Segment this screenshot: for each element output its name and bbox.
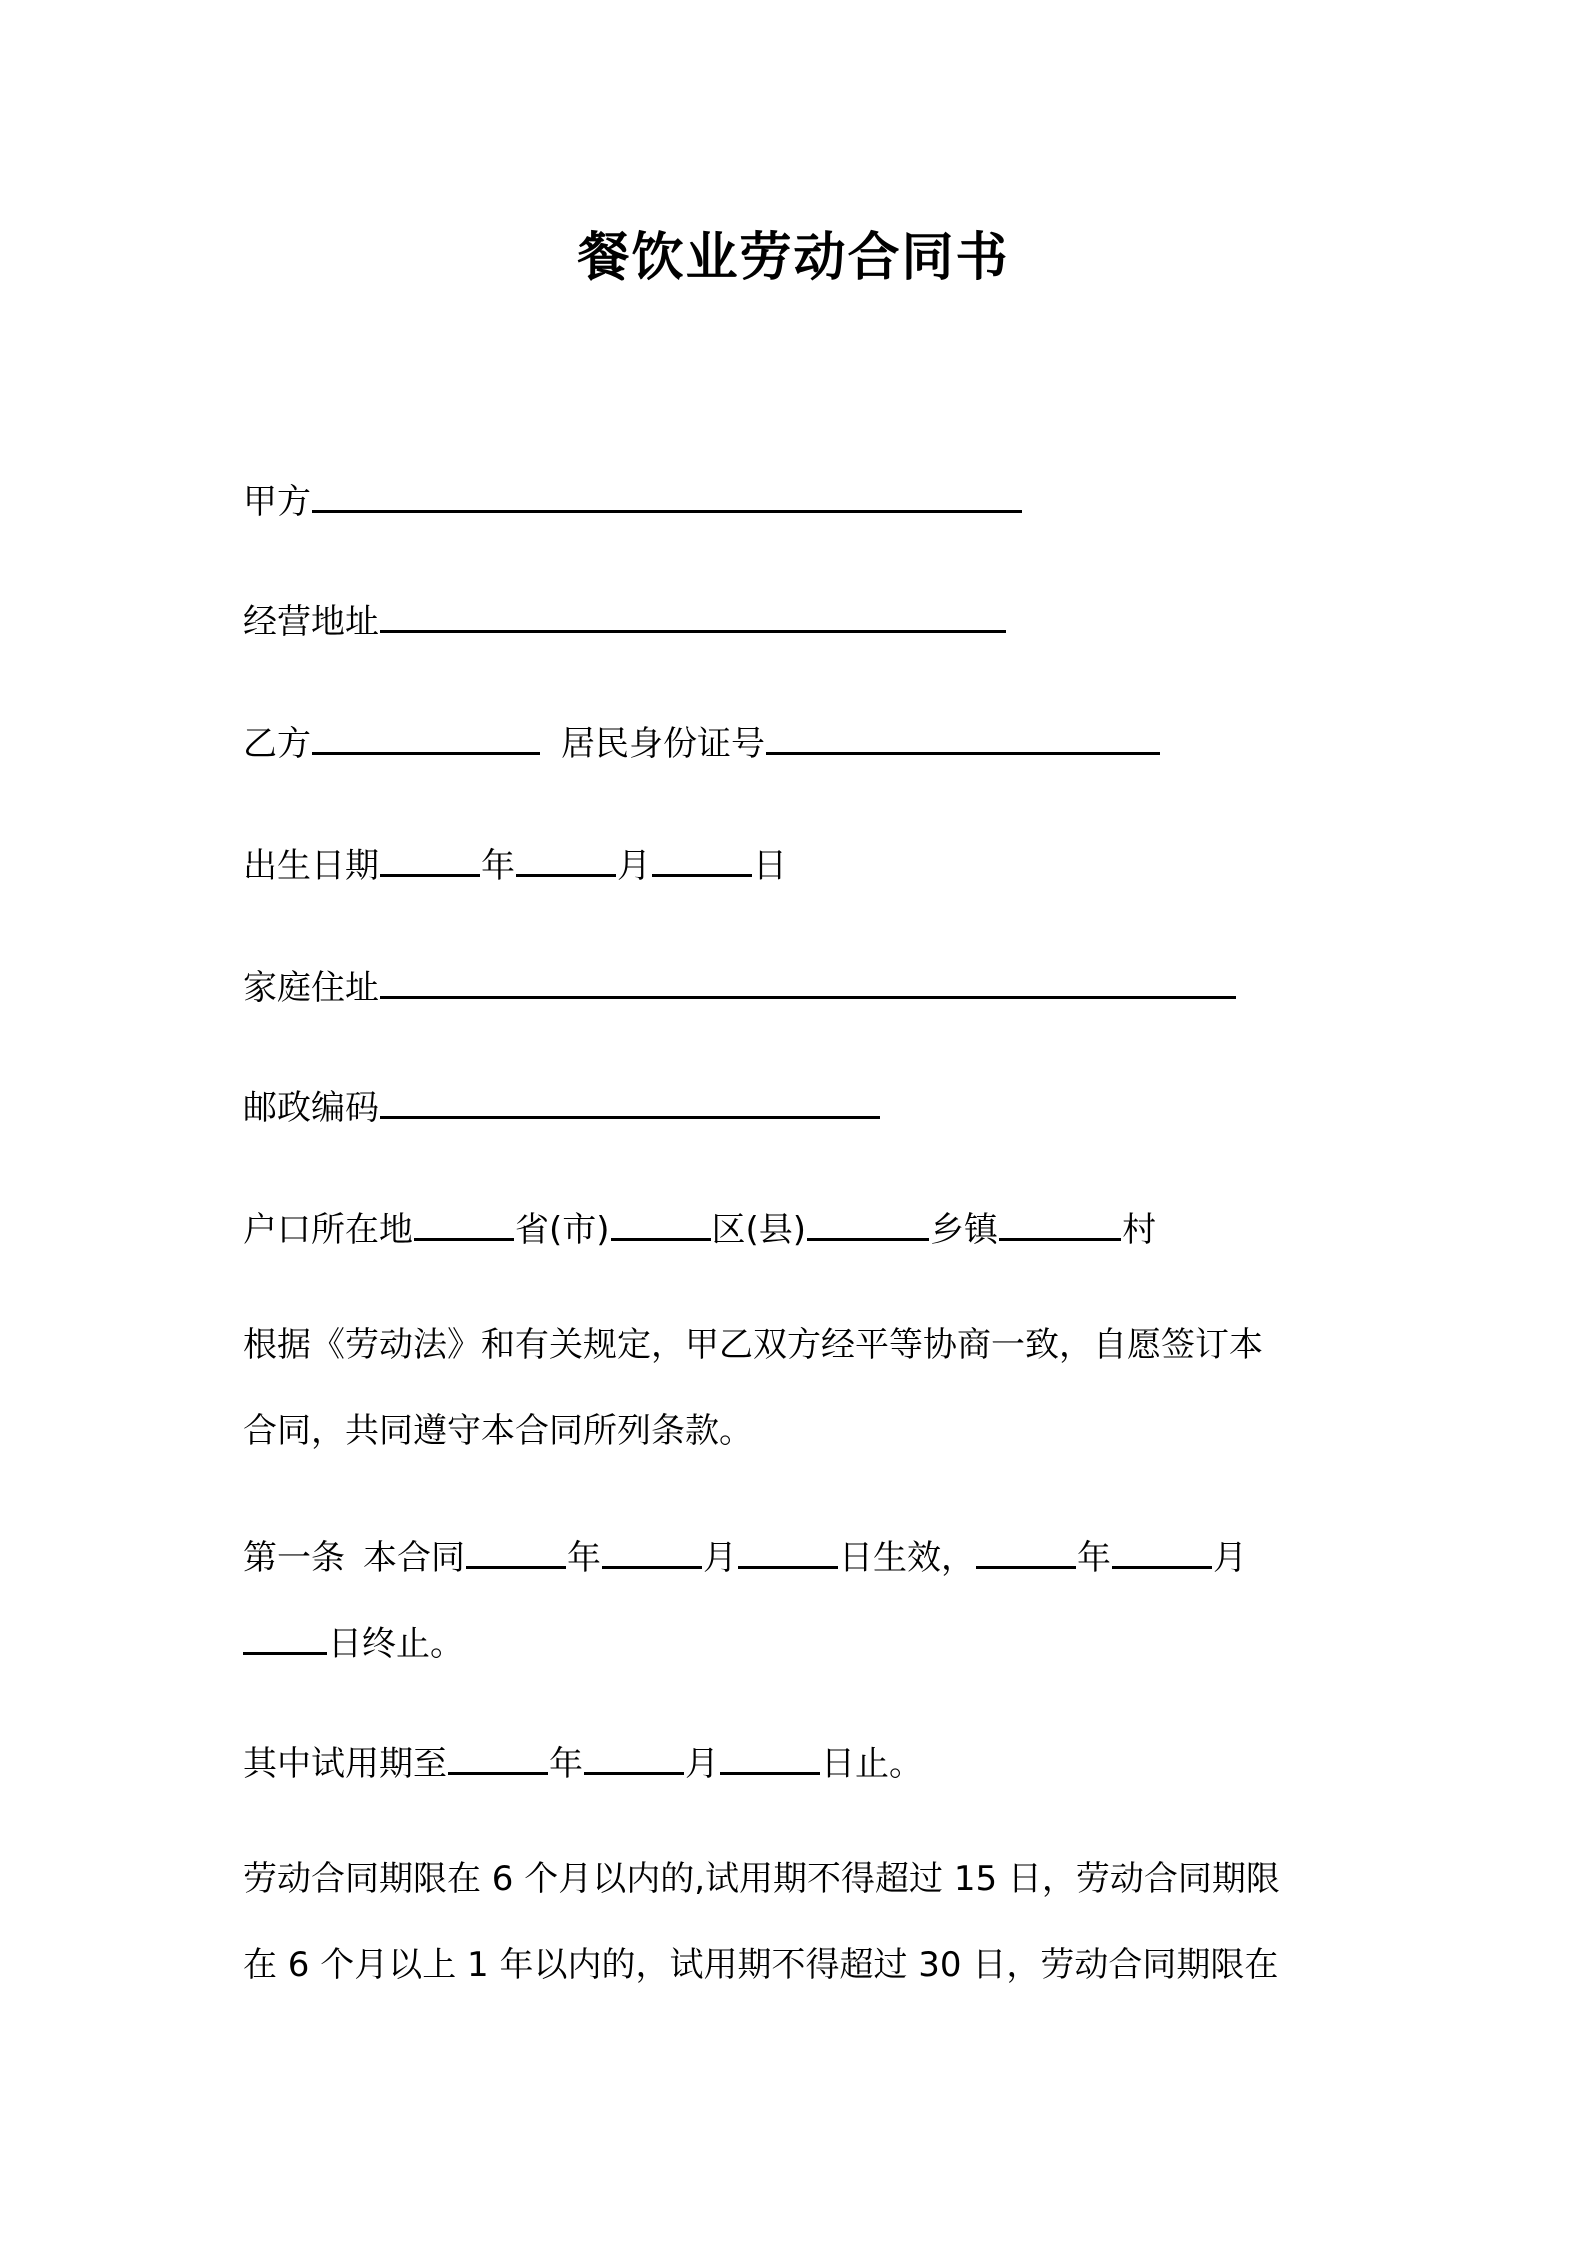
birth-date-line <box>243 834 787 891</box>
id-number-blank[interactable] <box>766 712 1160 755</box>
postal-code-blank[interactable] <box>380 1076 880 1119</box>
village-label: 村 <box>1122 1210 1157 1250</box>
home-address-blank[interactable] <box>380 956 1236 999</box>
probation-line <box>243 1732 923 1789</box>
village-blank[interactable] <box>999 1198 1121 1241</box>
township-label: 乡镇 <box>930 1210 999 1250</box>
household-label: 户口所在地 <box>243 1210 413 1250</box>
article-1-prefix: 本合同 <box>363 1538 465 1578</box>
article-1-effective: 日生效， <box>839 1538 975 1578</box>
postal-code-label: 邮政编码 <box>243 1088 379 1128</box>
start-month-unit: 月 <box>703 1538 737 1578</box>
birth-year-blank[interactable] <box>380 834 480 877</box>
party-a-line <box>243 470 1023 527</box>
article-1-end: 日终止。 <box>328 1624 464 1664</box>
start-month-blank[interactable] <box>602 1526 702 1569</box>
probation-month-blank[interactable] <box>584 1732 684 1775</box>
intro-line-1: 根据《劳动法》和有关规定，甲乙双方经平等协商一致，自愿签订本 <box>243 1325 1263 1365</box>
day-unit: 日 <box>753 846 787 886</box>
start-year-blank[interactable] <box>466 1526 566 1569</box>
end-month-unit: 月 <box>1213 1538 1247 1578</box>
address-label: 经营地址 <box>243 602 379 642</box>
month-unit: 月 <box>617 846 651 886</box>
district-blank[interactable] <box>611 1198 711 1241</box>
document-title: 餐饮业劳动合同书 <box>577 227 1010 288</box>
end-day-blank[interactable] <box>243 1612 327 1655</box>
address-line <box>243 590 1007 647</box>
home-address-line <box>243 956 1237 1013</box>
probation-end: 日止。 <box>821 1744 923 1784</box>
start-day-blank[interactable] <box>738 1526 838 1569</box>
probation-rule-line-2: 在 6 个月以上 1 年以内的，试用期不得超过 30 日，劳动合同期限在 <box>243 1945 1279 1985</box>
township-blank[interactable] <box>807 1198 929 1241</box>
birth-month-blank[interactable] <box>516 834 616 877</box>
probation-prefix: 其中试用期至 <box>243 1744 447 1784</box>
household-line <box>243 1198 1156 1255</box>
article-1-line-2 <box>243 1612 464 1669</box>
party-b-blank[interactable] <box>312 712 540 755</box>
home-address-label: 家庭住址 <box>243 968 379 1008</box>
probation-month-unit: 月 <box>685 1744 719 1784</box>
party-b-line <box>243 712 1161 769</box>
probation-year-blank[interactable] <box>448 1732 548 1775</box>
party-a-blank[interactable] <box>312 470 1022 513</box>
probation-year-unit: 年 <box>549 1744 583 1784</box>
id-number-label: 居民身份证号 <box>561 724 765 764</box>
birth-date-label: 出生日期 <box>243 846 379 886</box>
intro-line-2: 合同，共同遵守本合同所列条款。 <box>243 1411 753 1451</box>
postal-code-line <box>243 1076 881 1133</box>
address-blank[interactable] <box>380 590 1006 633</box>
year-unit: 年 <box>481 846 515 886</box>
article-1-line-1 <box>243 1526 1247 1583</box>
end-month-blank[interactable] <box>1112 1526 1212 1569</box>
party-a-label: 甲方 <box>243 482 311 522</box>
article-1-label: 第一条 <box>243 1538 345 1578</box>
province-label: 省(市) <box>515 1210 610 1250</box>
district-label: 区(县) <box>711 1210 807 1250</box>
party-b-label: 乙方 <box>243 724 311 764</box>
birth-day-blank[interactable] <box>652 834 752 877</box>
probation-day-blank[interactable] <box>720 1732 820 1775</box>
end-year-unit: 年 <box>1077 1538 1111 1578</box>
probation-rule-line-1: 劳动合同期限在 6 个月以内的,试用期不得超过 15 日，劳动合同期限 <box>243 1859 1280 1899</box>
end-year-blank[interactable] <box>976 1526 1076 1569</box>
start-year-unit: 年 <box>567 1538 601 1578</box>
province-blank[interactable] <box>414 1198 514 1241</box>
